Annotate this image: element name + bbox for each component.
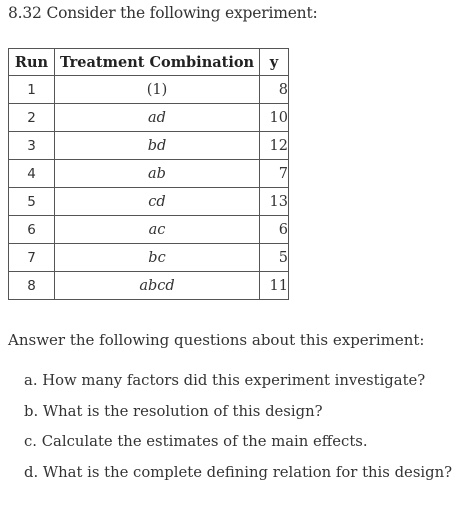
run-cell: 2 bbox=[9, 104, 55, 132]
run-cell: 6 bbox=[9, 216, 55, 244]
treatment-cell: bd bbox=[55, 132, 260, 160]
treatment-cell: ac bbox=[55, 216, 260, 244]
y-cell: 10 bbox=[260, 104, 289, 132]
experiment-table bbox=[8, 48, 289, 300]
run-cell: 1 bbox=[9, 76, 55, 104]
y-cell: 8 bbox=[260, 76, 289, 104]
treatment-cell: (1) bbox=[55, 76, 260, 104]
table-row bbox=[9, 216, 289, 244]
treatment-cell: abcd bbox=[55, 272, 260, 300]
y-cell: 11 bbox=[260, 272, 289, 300]
question-d: d. What is the complete defining relation for this design? bbox=[24, 463, 453, 481]
treatment-cell: ad bbox=[55, 104, 260, 132]
run-cell: 5 bbox=[9, 188, 55, 216]
question-list bbox=[24, 366, 452, 488]
run-cell: 3 bbox=[9, 132, 55, 160]
y-cell: 5 bbox=[260, 244, 289, 272]
run-cell: 4 bbox=[9, 160, 55, 188]
treatment-cell: cd bbox=[55, 188, 260, 216]
header-run: Run bbox=[9, 49, 55, 76]
run-cell: 7 bbox=[9, 244, 55, 272]
table-row bbox=[9, 188, 289, 216]
y-cell: 6 bbox=[260, 216, 289, 244]
question-c: c. Calculate the estimates of the main effects. bbox=[24, 433, 368, 450]
table-row bbox=[9, 244, 289, 272]
treatment-cell: bc bbox=[55, 244, 260, 272]
y-cell: 7 bbox=[260, 160, 289, 188]
y-cell: 13 bbox=[260, 188, 289, 216]
header-treatment-combination: Treatment Combination bbox=[55, 49, 260, 76]
treatment-cell: ab bbox=[55, 160, 260, 188]
table-row bbox=[9, 272, 289, 300]
header-y: y bbox=[260, 49, 289, 76]
problem-heading: 8.32 Consider the following experiment: bbox=[8, 4, 318, 22]
question-a: a. How many factors did this experiment investigate? bbox=[24, 372, 426, 389]
table-row bbox=[9, 104, 289, 132]
question-b: b. What is the resolution of this design? bbox=[24, 402, 323, 420]
instructions-text: Answer the following questions about this experiment: bbox=[8, 331, 425, 349]
table-row bbox=[9, 132, 289, 160]
table-row bbox=[9, 160, 289, 188]
table-header-row bbox=[9, 49, 289, 76]
table-row bbox=[9, 76, 289, 104]
run-cell: 8 bbox=[9, 272, 55, 300]
y-cell: 12 bbox=[260, 132, 289, 160]
